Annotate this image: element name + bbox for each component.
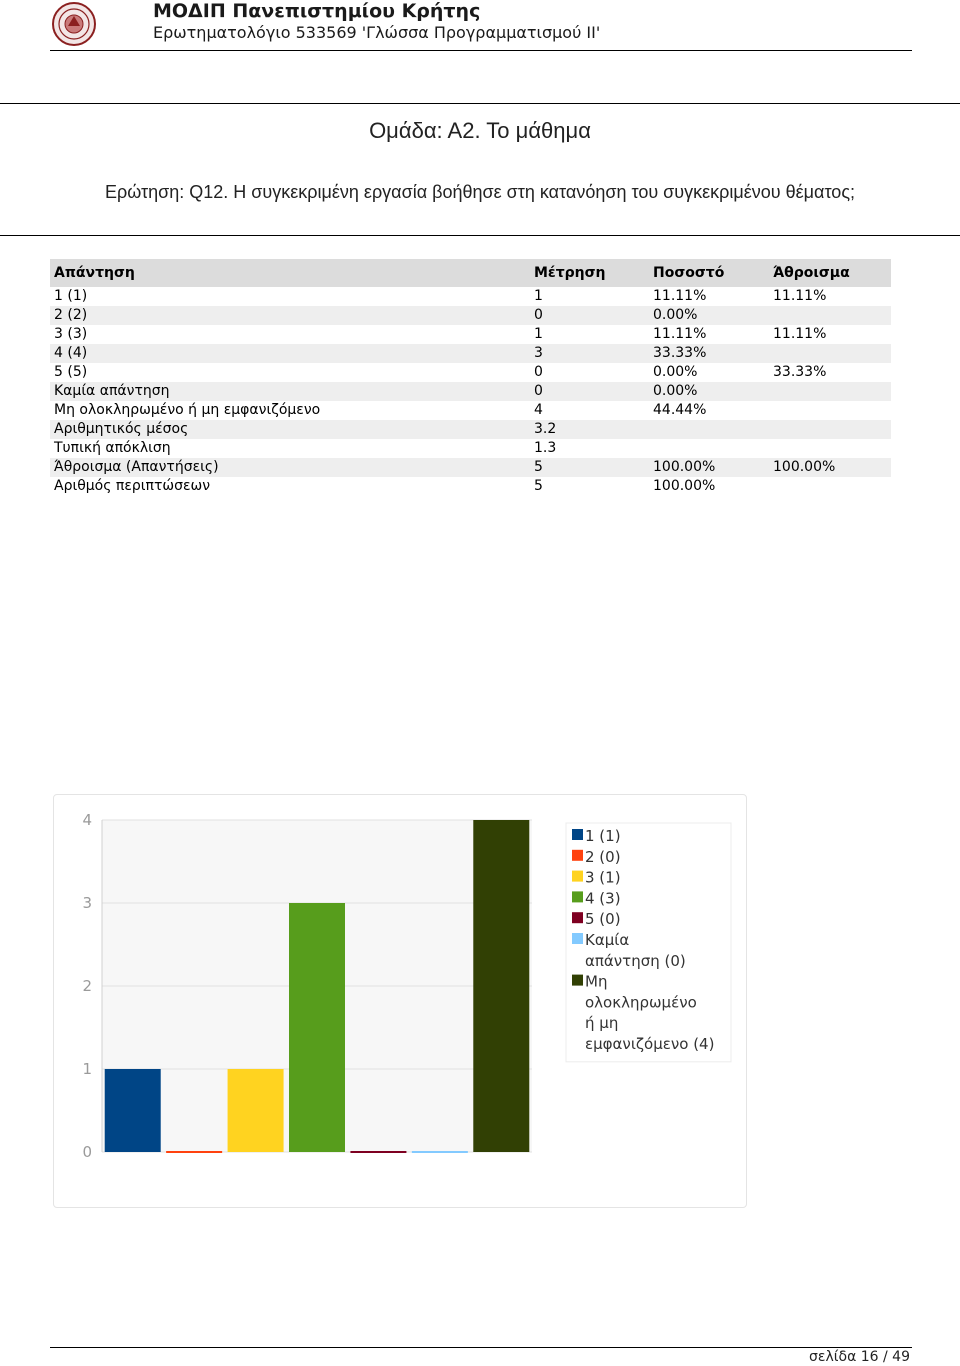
- cell: 1: [534, 288, 543, 304]
- column-header-percent: Ποσοστό: [649, 259, 769, 287]
- university-seal-logo: [52, 2, 96, 46]
- table-row: [50, 420, 891, 439]
- header-subtitle: Ερωτηματολόγιο 533569 'Γλώσσα Προγραμματισμού ΙΙ': [153, 23, 601, 42]
- bar-4: [289, 903, 345, 1152]
- cell: 100.00%: [649, 458, 769, 477]
- table-row: [50, 344, 891, 363]
- cell: 11.11%: [653, 288, 707, 304]
- chart-container: [53, 794, 747, 1208]
- legend-swatch: [572, 912, 583, 923]
- page-number: σελίδα 16 / 49: [809, 1349, 910, 1365]
- cell: [769, 382, 891, 401]
- y-tick-label: 4: [82, 811, 92, 829]
- cell: 1.3: [534, 440, 557, 456]
- y-tick-label: 3: [82, 894, 92, 912]
- cell: 0: [530, 306, 649, 325]
- table-row: [50, 287, 891, 306]
- bar-2: [166, 1151, 222, 1153]
- bar-3: [228, 1069, 284, 1152]
- table-row: [50, 401, 891, 420]
- table-row: [50, 382, 891, 401]
- cell: 3: [530, 344, 649, 363]
- divider: [0, 103, 960, 104]
- table-row: [50, 477, 891, 496]
- cell: 1: [534, 326, 543, 342]
- legend-label: 2 (0): [585, 847, 621, 866]
- cell: 33.33%: [649, 344, 769, 363]
- cell: [769, 439, 891, 458]
- bar-5: [350, 1151, 406, 1153]
- cell: 11.11%: [773, 288, 827, 304]
- column-header-sum: Άθροισμα: [769, 259, 891, 287]
- bar-1: [105, 1069, 161, 1152]
- legend-label: Μη: [585, 972, 608, 991]
- cell: 0.00%: [653, 364, 698, 380]
- table-row: [50, 306, 891, 325]
- legend-swatch: [572, 829, 583, 840]
- cell: [649, 439, 769, 458]
- cell: 44.44%: [653, 402, 707, 418]
- legend-swatch: [572, 891, 583, 902]
- y-tick-label: 1: [82, 1060, 92, 1078]
- legend-label: 5 (0): [585, 910, 621, 929]
- cell: 1 (1): [54, 288, 88, 304]
- cell: 2 (2): [50, 306, 530, 325]
- column-header-count: Μέτρηση: [530, 259, 649, 287]
- legend-label: εμφανιζόμενο (4): [585, 1035, 715, 1053]
- y-tick-label: 2: [82, 977, 92, 995]
- table-row: [50, 439, 891, 458]
- cell: [769, 420, 891, 439]
- divider: [0, 235, 960, 236]
- cell: [769, 401, 891, 420]
- legend-label: 4 (3): [585, 889, 621, 908]
- cell: 4 (4): [50, 344, 530, 363]
- cell: 33.33%: [773, 364, 827, 380]
- cell: 100.00%: [653, 478, 716, 494]
- legend-swatch: [572, 871, 583, 882]
- cell: Τυπική απόκλιση: [54, 440, 171, 456]
- table-header-row: [50, 259, 891, 287]
- cell: 5: [534, 478, 543, 494]
- legend-label: 1 (1): [585, 827, 621, 845]
- group-title: Ομάδα: Α2. Το μάθημα: [369, 118, 591, 143]
- legend-label: Καμία: [585, 931, 630, 949]
- legend-swatch: [572, 933, 583, 944]
- cell: 3.2: [530, 420, 649, 439]
- cell: [769, 344, 891, 363]
- cell: 4: [534, 402, 543, 418]
- cell: 0: [530, 382, 649, 401]
- page-header: [50, 0, 912, 51]
- legend-swatch: [572, 850, 583, 861]
- y-tick-label: 0: [82, 1143, 92, 1161]
- divider: [50, 1347, 912, 1348]
- cell: 11.11%: [773, 326, 827, 342]
- legend-label: 3 (1): [585, 868, 621, 887]
- table-row: [50, 363, 891, 382]
- cell: 0: [534, 364, 543, 380]
- cell: Αριθμός περιπτώσεων: [54, 478, 211, 494]
- cell: [769, 477, 891, 496]
- cell: [769, 306, 891, 325]
- cell: 3 (3): [54, 326, 88, 342]
- cell: 5: [530, 458, 649, 477]
- cell: Καμία απάντηση: [50, 382, 530, 401]
- cell: 5 (5): [54, 364, 88, 380]
- legend-swatch: [572, 975, 583, 986]
- question-text: Ερώτηση: Q12. Η συγκεκριμένη εργασία βοήθησε στη κατανόηση του συγκεκριμένου θέματος;: [104, 182, 855, 202]
- cell: Αριθμητικός μέσος: [50, 420, 530, 439]
- legend-label: απάντηση (0): [585, 951, 686, 970]
- legend-label: ή μη: [585, 1014, 619, 1033]
- legend-label: ολοκληρωμένο: [585, 993, 697, 1012]
- header-title: ΜΟΔΙΠ Πανεπιστημίου Κρήτης: [153, 0, 481, 22]
- bar-7: [473, 820, 529, 1152]
- cell: 0.00%: [649, 382, 769, 401]
- cell: [649, 420, 769, 439]
- table-row: [50, 325, 891, 344]
- table-row: [50, 458, 891, 477]
- results-table: [50, 259, 891, 496]
- bar-6: [412, 1151, 468, 1153]
- cell: 0.00%: [649, 306, 769, 325]
- cell: Μη ολοκληρωμένο ή μη εμφανιζόμενο: [54, 402, 321, 418]
- bar-chart: [54, 795, 746, 1207]
- cell: 11.11%: [653, 326, 707, 342]
- column-header-answer: Απάντηση: [50, 259, 530, 287]
- cell: 100.00%: [769, 458, 891, 477]
- cell: Άθροισμα (Απαντήσεις): [50, 458, 530, 477]
